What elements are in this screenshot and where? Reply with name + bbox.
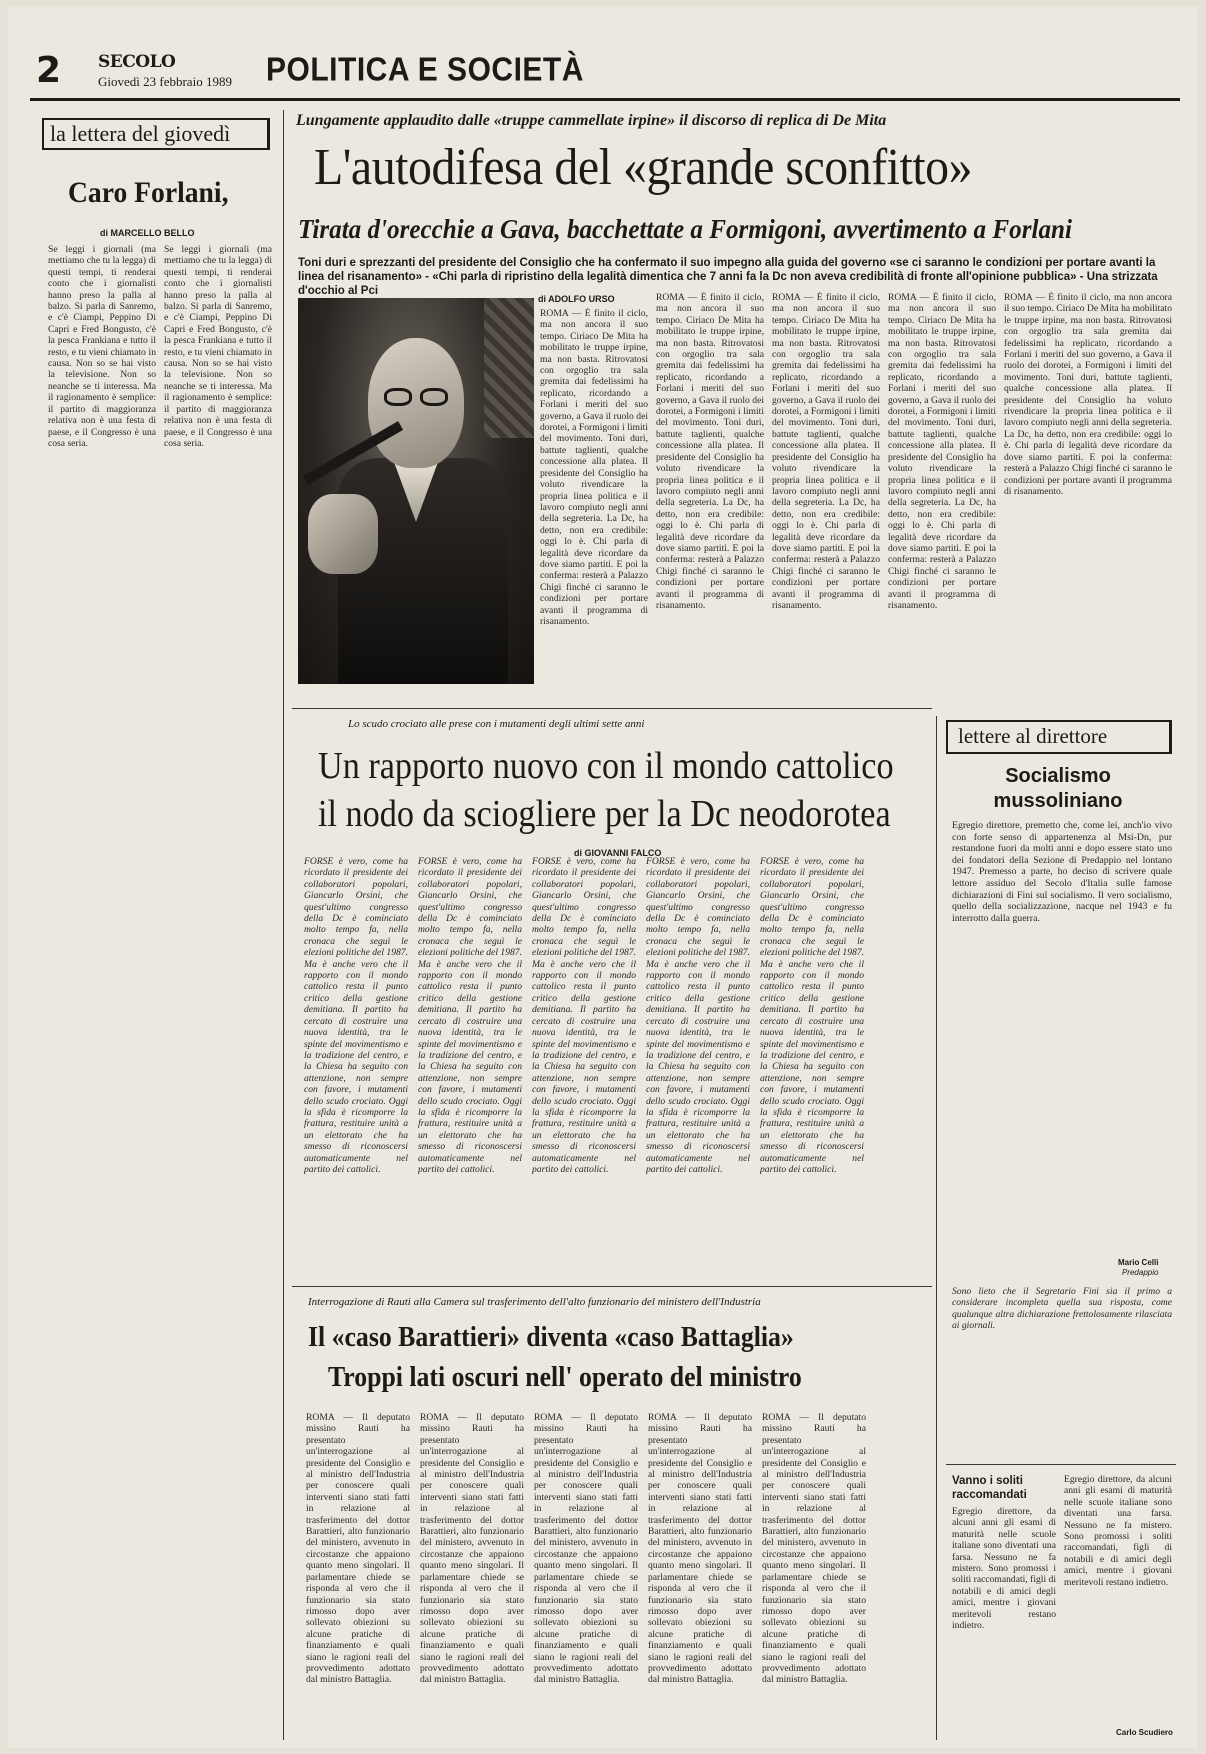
second-kicker: Lo scudo crociato alle prese con i mutamenti degli ultimi sette anni: [348, 718, 645, 730]
left-column-text-1: Se leggi i giornali (ma mettiamo che tu la legga) di questi tempi, ti renderai conto che i giornalisti hanno preso la palla al balzo. Si parla di Sanremo, e c'è Ciampi, Peppino Di Capri e Fred Bongusto, c'è la pesca Frankiana e tutto il resto, e tu vieni chiamato in causa. Non so se hai visto la televisione. Non so neanche se ti interessa. Ma il ragionamento è semplice: il partito di maggioranza relativa non è una festa di paese, e il Congresso è una cosa seria.: [48, 244, 156, 449]
issue-date: Giovedì 23 febbraio 1989: [98, 74, 232, 89]
letter-reply: Sono lieto che il Segretario Fini sia il primo a considerare incompleta quella sua risposta, come qualunque altra dichiarazione frettolosamente rilasciata ai giornali.: [952, 1286, 1172, 1332]
letter-signature-name: Mario Celli: [1118, 1258, 1159, 1267]
main-text-col-2: ROMA — È finito il ciclo, ma non ancora il suo tempo. Ciriaco De Mita ha mobilitato le truppe irpine, ma non basta. Ritrovatosi con orgoglio tra sala gremita dai fedelissimi ha replicato, ricordando a Forlani i meriti del suo governo, a Gava il ruolo dei dorotei, a Formigoni i limiti del movimento. Toni duri, battute taglienti, qualche concessione alla platea. Il presidente del Consiglio ha voluto rivendicare la propria linea politica e il lavoro compiuto negli anni della segreteria. La Dc, ha detto, non era credibile: oggi lo è. Chi parla di legalità deve ricordare da dove siamo partiti. E poi la conferma: resterà a Palazzo Chigi finché ci saranno le condizioni per portare avanti il programma di risanamento.: [656, 292, 764, 611]
masthead: [36, 46, 1186, 96]
main-text-col-1: ROMA — È finito il ciclo, ma non ancora il suo tempo. Ciriaco De Mita ha mobilitato le truppe irpine, ma non basta. Ritrovatosi con orgoglio tra sala gremita dai fedelissimi ha replicato, ricordando a Forlani i meriti del suo governo, a Gava il ruolo dei dorotei, a Formigoni i limiti del movimento. Toni duri, battute taglienti, qualche concessione alla platea. Il presidente del Consiglio ha voluto rivendicare la propria linea politica e il lavoro compiuto negli anni della segreteria. La Dc, ha detto, non era credibile: oggi lo è. Chi parla di legalità deve ricordare da dove siamo partiti. E poi la conferma: resterà a Palazzo Chigi finché ci saranno le condizioni per portare avanti il programma di risanamento.: [540, 308, 648, 627]
page-number: 2: [36, 50, 62, 91]
left-column-divider: [283, 110, 284, 1740]
left-column-title: Caro Forlani,: [68, 176, 229, 209]
left-column-kicker: la lettera del giovedì: [42, 118, 270, 150]
main-byline: di ADOLFO URSO: [538, 294, 615, 304]
main-article-rule: [292, 708, 932, 709]
newspaper-logo: SECOLO: [98, 52, 176, 72]
right-column-divider: [936, 716, 937, 1740]
letter-title: Socialismo mussoliniano: [993, 765, 1123, 812]
main-standfirst: Toni duri e sprezzanti del presidente del Consiglio che ha confermato il suo impegno alla guida del governo «se ci saranno le condizioni per portare avanti la linea del risanamento» - «Chi parla di ripristino della legalità dimentica che 7 anni fa la Dc non aveva credibilità di fronte all'opinione pubblica» - Una strizzata d'occhio al Pci: [298, 257, 1158, 297]
second-letter-signature: Carlo Scudiero: [1116, 1728, 1173, 1737]
third-text-col-4: ROMA — Il deputato missino Rauti ha presentato un'interrogazione al presidente del Consiglio e al ministro dell'Industria per conoscere quali interventi siano stati fatti in relazione al trasferimento del dottor Barattieri, alto funzionario del ministero, avvenuto in circostanze che appaiono quanto meno singolari. Il parlamentare chiede se risponda al vero che il funzionario sia stato rimosso dopo aver sollevato obiezioni su alcune pratiche di finanziamento e quali siano le ragioni reali del provvedimento adottato dal ministro Battaglia.: [648, 1412, 752, 1686]
third-text-col-5: ROMA — Il deputato missino Rauti ha presentato un'interrogazione al presidente del Consiglio e al ministro dell'Industria per conoscere quali interventi siano stati fatti in relazione al trasferimento del dottor Barattieri, alto funzionario del ministero, avvenuto in circostanze che appaiono quanto meno singolari. Il parlamentare chiede se risponda al vero che il funzionario sia stato rimosso dopo aver sollevato obiezioni su alcune pratiche di finanziamento e quali siano le ragioni reali del provvedimento adottato dal ministro Battaglia.: [762, 1412, 866, 1686]
letter-signature: [1118, 1258, 1158, 1278]
newspaper-page: [8, 6, 1198, 1748]
left-column-text-2: Se leggi i giornali (ma mettiamo che tu la legga) di questi tempi, ti renderai conto che i giornalisti hanno preso la palla al balzo. Si parla di Sanremo, e c'è Ciampi, Peppino Di Capri e Fred Bongusto, c'è la pesca Frankiana e tutto il resto, e tu vieni chiamato in causa. Non so se hai visto la televisione. Non so neanche se ti interessa. Ma il ragionamento è semplice: il partito di maggioranza relativa non è una festa di paese, e il Congresso è una cosa seria.: [164, 244, 272, 449]
left-column-byline: di MARCELLO BELLO: [100, 228, 195, 238]
second-letter-text-col-1: Egregio direttore, da alcuni anni gli esami di maturità nelle scuole italiane sono diventati una farsa. Nessuno ne fa mistero. Sono promossi i soliti raccomandati, figli di notabili e di amici degli amici, mentre i giovani meritevoli restano indietro.: [952, 1506, 1056, 1632]
third-text-col-1: ROMA — Il deputato missino Rauti ha presentato un'interrogazione al presidente del Consiglio e al ministro dell'Industria per conoscere quali interventi siano stati fatti in relazione al trasferimento del dottor Barattieri, alto funzionario del ministero, avvenuto in circostanze che appaiono quanto meno singolari. Il parlamentare chiede se risponda al vero che il funzionario sia stato rimosso dopo aver sollevato obiezioni su alcune pratiche di finanziamento e quali siano le ragioni reali del provvedimento adottato dal ministro Battaglia.: [306, 1412, 410, 1686]
main-text-col-5: ROMA — È finito il ciclo, ma non ancora il suo tempo. Ciriaco De Mita ha mobilitato le truppe irpine, ma non basta. Ritrovatosi con orgoglio tra sala gremita dai fedelissimi ha replicato, ricordando a Forlani i meriti del suo governo, a Gava il ruolo dei dorotei, a Formigoni i limiti del movimento. Toni duri, battute taglienti, qualche concessione alla platea. Il presidente del Consiglio ha voluto rivendicare la propria linea politica e il lavoro compiuto negli anni della segreteria. La Dc, ha detto, non era credibile: oggi lo è. Chi parla di legalità deve ricordare da dove siamo partiti. E poi la conferma: resterà a Palazzo Chigi finché ci saranno le condizioni per portare avanti il programma di risanamento.: [1004, 292, 1172, 497]
third-text-col-3: ROMA — Il deputato missino Rauti ha presentato un'interrogazione al presidente del Consiglio e al ministro dell'Industria per conoscere quali interventi siano stati fatti in relazione al trasferimento del dottor Barattieri, alto funzionario del ministero, avvenuto in circostanze che appaiono quanto meno singolari. Il parlamentare chiede se risponda al vero che il funzionario sia stato rimosso dopo aver sollevato obiezioni su alcune pratiche di finanziamento e quali siano le ragioni reali del provvedimento adottato dal ministro Battaglia.: [534, 1412, 638, 1686]
second-letter-text-col-2: Egregio direttore, da alcuni anni gli esami di maturità nelle scuole italiane sono diventati una farsa. Nessuno ne fa mistero. Sono promossi i soliti raccomandati, figli di notabili e di amici degli amici, mentre i giovani meritevoli restano indietro.: [1064, 1474, 1172, 1588]
second-text-col-5: FORSE è vero, come ha ricordato il presidente dei collaboratori popolari, Giancarlo Orsini, che quest'ultimo congresso della Dc è cominciato molto tempo fa, nella cronaca che seguì le elezioni politiche del 1987. Ma è anche vero che il rapporto con il mondo cattolico resta il punto critico della gestione demitiana. Il partito ha cercato di costruire una nuova identità, tra le spinte del movimentismo e la tradizione del centro, e la Chiesa ha seguito con attenzione, non sempre con favore, i mutamenti dello scudo crociato. Oggi la sfida è ricomporre la frattura, restituire unità a un elettorato che ha smesso di riconoscersi automaticamente nel partito dei cattolici.: [760, 856, 864, 1175]
second-text-col-2: FORSE è vero, come ha ricordato il presidente dei collaboratori popolari, Giancarlo Orsini, che quest'ultimo congresso della Dc è cominciato molto tempo fa, nella cronaca che seguì le elezioni politiche del 1987. Ma è anche vero che il rapporto con il mondo cattolico resta il punto critico della gestione demitiana. Il partito ha cercato di costruire una nuova identità, tra le spinte del movimentismo e la tradizione del centro, e la Chiesa ha seguito con attenzione, non sempre con favore, i mutamenti dello scudo crociato. Oggi la sfida è ricomporre la frattura, restituire unità a un elettorato che ha smesso di riconoscersi automaticamente nel partito dei cattolici.: [418, 856, 522, 1175]
news-photo: [298, 298, 534, 684]
letter-signature-place: Predappio: [1121, 1268, 1159, 1277]
second-byline: di GIOVANNI FALCO: [574, 848, 662, 858]
second-text-col-4: FORSE è vero, come ha ricordato il presidente dei collaboratori popolari, Giancarlo Orsini, che quest'ultimo congresso della Dc è cominciato molto tempo fa, nella cronaca che seguì le elezioni politiche del 1987. Ma è anche vero che il rapporto con il mondo cattolico resta il punto critico della gestione demitiana. Il partito ha cercato di costruire una nuova identità, tra le spinte del movimentismo e la tradizione del centro, e la Chiesa ha seguito con attenzione, non sempre con favore, i mutamenti dello scudo crociato. Oggi la sfida è ricomporre la frattura, restituire unità a un elettorato che ha smesso di riconoscersi automaticamente nel partito dei cattolici.: [646, 856, 750, 1175]
second-text-col-3: FORSE è vero, come ha ricordato il presidente dei collaboratori popolari, Giancarlo Orsini, che quest'ultimo congresso della Dc è cominciato molto tempo fa, nella cronaca che seguì le elezioni politiche del 1987. Ma è anche vero che il rapporto con il mondo cattolico resta il punto critico della gestione demitiana. Il partito ha cercato di costruire una nuova identità, tra le spinte del movimentismo e la tradizione del centro, e la Chiesa ha seguito con attenzione, non sempre con favore, i mutamenti dello scudo crociato. Oggi la sfida è ricomporre la frattura, restituire unità a un elettorato che ha smesso di riconoscersi automaticamente nel partito dei cattolici.: [532, 856, 636, 1175]
main-headline: L'autodifesa del «grande sconfitto»: [314, 139, 973, 196]
main-overline: Lungamente applaudito dalle «truppe cammellate irpine» il discorso di replica di De Mita: [296, 112, 887, 129]
second-text-col-1: FORSE è vero, come ha ricordato il presidente dei collaboratori popolari, Giancarlo Orsini, che quest'ultimo congresso della Dc è cominciato molto tempo fa, nella cronaca che seguì le elezioni politiche del 1987. Ma è anche vero che il rapporto con il mondo cattolico resta il punto critico della gestione demitiana. Il partito ha cercato di costruire una nuova identità, tra le spinte del movimentismo e la tradizione del centro, e la Chiesa ha seguito con attenzione, non sempre con favore, i mutamenti dello scudo crociato. Oggi la sfida è ricomporre la frattura, restituire unità a un elettorato che ha smesso di riconoscersi automaticamente nel partito dei cattolici.: [304, 856, 408, 1175]
second-headline-line2: il nodo da sciogliere per la Dc neodorotea: [318, 793, 891, 835]
letters-kicker: lettere al direttore: [946, 720, 1172, 754]
section-title: POLITICA E SOCIETÀ: [266, 52, 584, 89]
main-subhead: Tirata d'orecchie a Gava, bacchettate a Formigoni, avvertimento a Forlani: [298, 214, 1072, 244]
second-headline-line1: Un rapporto nuovo con il mondo cattolico: [318, 745, 894, 787]
second-letter-title: Vanno i soliti raccomandati: [952, 1475, 1027, 1501]
third-headline-line2: Troppi lati oscuri nell' operato del ministro: [328, 1362, 802, 1393]
letter-text: Egregio direttore, premetto che, come lei, anch'io vivo con forte senso di appartenenza al Msi-Dn, pur restandone fuori da molti anni e dopo essere stato uno dei fondatori della Sezione di Predappio nel lontano 1947. Premesso a parte, ho deciso di scrivere quale lettore assiduo del Secolo d'Italia sulle famose dichiarazioni di Fini sul socialismo. Il vero socialismo, quello della socializzazione, nacque nel 1943 e fu interrotto dalla guerra.: [952, 820, 1172, 924]
third-kicker: Interrogazione di Rauti alla Camera sul trasferimento dell'alto funzionario del ministero dell'Industria: [308, 1296, 761, 1308]
main-text-col-3: ROMA — È finito il ciclo, ma non ancora il suo tempo. Ciriaco De Mita ha mobilitato le truppe irpine, ma non basta. Ritrovatosi con orgoglio tra sala gremita dai fedelissimi ha replicato, ricordando a Forlani i meriti del suo governo, a Gava il ruolo dei dorotei, a Formigoni i limiti del movimento. Toni duri, battute taglienti, qualche concessione alla platea. Il presidente del Consiglio ha voluto rivendicare la propria linea politica e il lavoro compiuto negli anni della segreteria. La Dc, ha detto, non era credibile: oggi lo è. Chi parla di legalità deve ricordare da dove siamo partiti. E poi la conferma: resterà a Palazzo Chigi finché ci saranno le condizioni per portare avanti il programma di risanamento.: [772, 292, 880, 611]
masthead-rule: [30, 98, 1180, 101]
third-text-col-2: ROMA — Il deputato missino Rauti ha presentato un'interrogazione al presidente del Consiglio e al ministro dell'Industria per conoscere quali interventi siano stati fatti in relazione al trasferimento del dottor Barattieri, alto funzionario del ministero, avvenuto in circostanze che appaiono quanto meno singolari. Il parlamentare chiede se risponda al vero che il funzionario sia stato rimosso dopo aver sollevato obiezioni su alcune pratiche di finanziamento e quali siano le ragioni reali del provvedimento adottato dal ministro Battaglia.: [420, 1412, 524, 1686]
main-text-col-4: ROMA — È finito il ciclo, ma non ancora il suo tempo. Ciriaco De Mita ha mobilitato le truppe irpine, ma non basta. Ritrovatosi con orgoglio tra sala gremita dai fedelissimi ha replicato, ricordando a Forlani i meriti del suo governo, a Gava il ruolo dei dorotei, a Formigoni i limiti del movimento. Toni duri, battute taglienti, qualche concessione alla platea. Il presidente del Consiglio ha voluto rivendicare la propria linea politica e il lavoro compiuto negli anni della segreteria. La Dc, ha detto, non era credibile: oggi lo è. Chi parla di legalità deve ricordare da dove siamo partiti. E poi la conferma: resterà a Palazzo Chigi finché ci saranno le condizioni per portare avanti il programma di risanamento.: [888, 292, 996, 611]
letters-rule: [946, 1464, 1176, 1465]
second-article-rule: [292, 1286, 932, 1287]
third-headline-line1: Il «caso Barattieri» diventa «caso Battaglia»: [308, 1322, 794, 1353]
